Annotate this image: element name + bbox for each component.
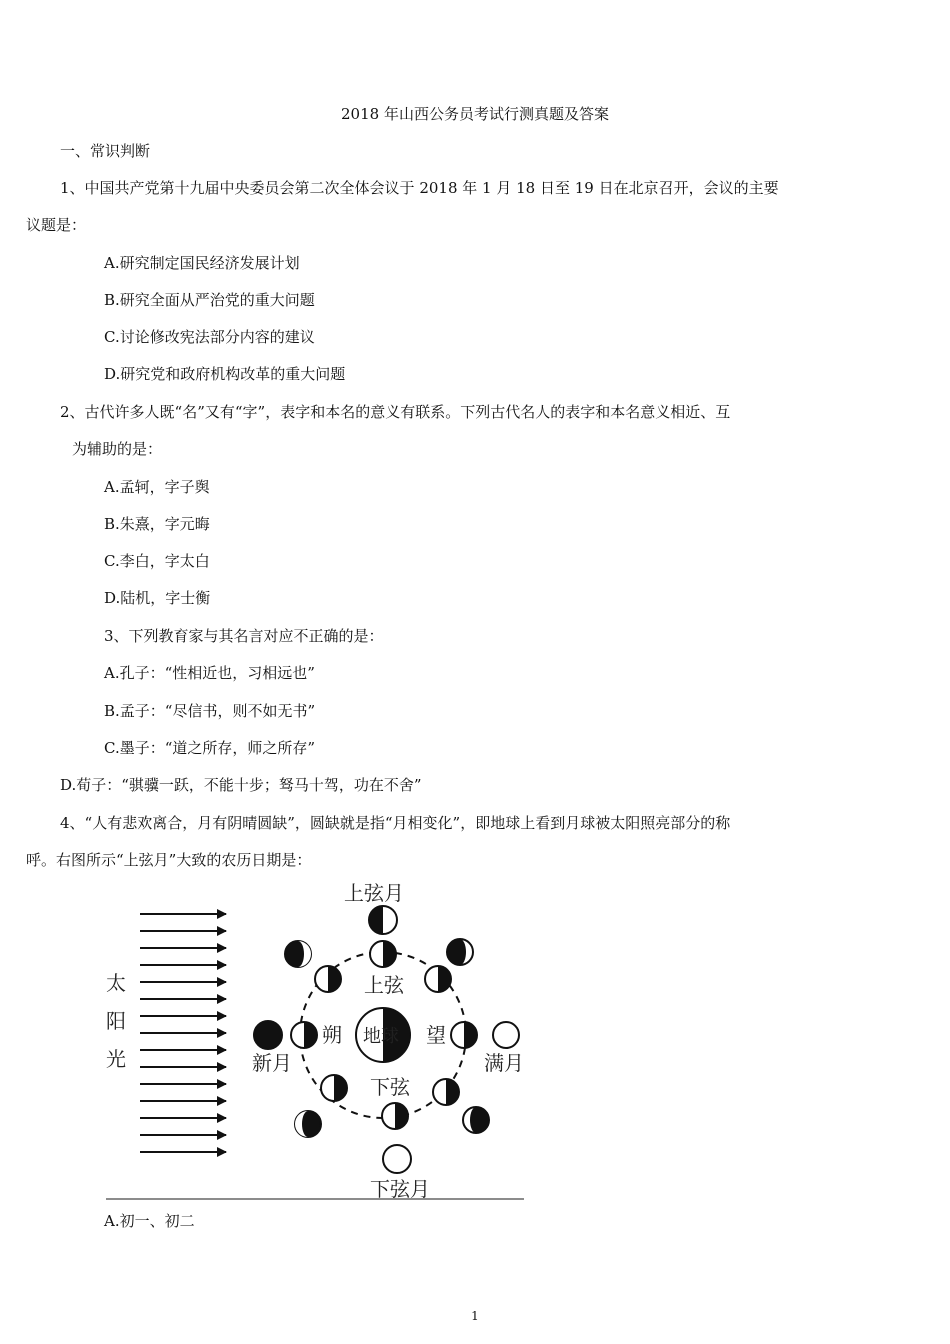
moon-phase-diagram: [104, 880, 526, 1202]
wang-label: 望: [426, 1023, 446, 1047]
moon-orbit-lower-left: [321, 1075, 347, 1101]
q2-option-b: B.朱熹，字元晦: [104, 515, 210, 533]
shangxian-outer-label: 上弦月: [344, 881, 404, 905]
phase-waning-gibbous: [463, 1107, 489, 1133]
shangxian-inner-label: 上弦: [364, 973, 404, 997]
moon-orbit-full: [451, 1022, 477, 1048]
q3-stem: 3、下列教育家与其名言对应不正确的是：: [104, 627, 384, 645]
q2-option-a: A.孟轲，字子舆: [104, 478, 210, 496]
sunlight-arrows: [140, 914, 226, 1152]
q2-option-d: D.陆机，字士衡: [104, 589, 211, 607]
moon-orbit-top: [370, 941, 396, 967]
phase-last-quarter: [383, 1145, 411, 1173]
q1-option-d: D.研究党和政府机构改革的重大问题: [104, 365, 346, 383]
moon-orbit-new: [291, 1022, 317, 1048]
moon-orbit-bottom: [382, 1103, 408, 1129]
q2-stem-line2: 为辅助的是：: [72, 440, 163, 458]
q3-option-b: B.孟子：“尽信书，则不如无书”: [104, 702, 316, 720]
phase-waning-crescent: [295, 1111, 321, 1137]
sun-label-3: 光: [106, 1047, 126, 1071]
document-title: 2018 年山西公务员考试行测真题及答案: [341, 105, 609, 123]
phase-waxing-crescent: [285, 941, 311, 967]
moon-orbit-lower-right: [433, 1079, 459, 1105]
q4-stem-line1: 4、“人有悲欢离合，月有阴晴圆缺”，圆缺就是指“月相变化”，即地球上看到月球被太阳照亮部分的称: [60, 814, 731, 832]
q3-option-d: D.荀子：“骐骥一跃，不能十步；驽马十驾，功在不舍”: [60, 776, 422, 794]
phase-waxing-gibbous: [447, 939, 473, 965]
q4-stem-line2: 呼。右图所示“上弦月”大致的农历日期是：: [26, 851, 312, 869]
q1-stem-line1: 1、中国共产党第十九届中央委员会第二次全体会议于 2018 年 1 月 18 日至 19 日在北京召开，会议的主要: [60, 179, 779, 197]
q1-option-c: C.讨论修改宪法部分内容的建议: [104, 328, 315, 346]
earth-label: 地球: [363, 1026, 399, 1047]
q1-option-a: A.研究制定国民经济发展计划: [104, 254, 300, 272]
q2-stem-line1: 2、古代许多人既“名”又有“字”，表字和本名的意义有联系。下列古代名人的表字和本名意义相近、互: [60, 403, 731, 421]
new-moon-label: 新月: [252, 1051, 292, 1075]
q4-option-a: A.初一、初二: [104, 1212, 195, 1230]
section-heading: 一、常识判断: [60, 142, 151, 160]
moon-orbit-upper-left: [315, 966, 341, 992]
phase-first-quarter: [369, 906, 397, 934]
xiaxian-inner-label: 下弦: [370, 1075, 410, 1099]
phase-full-moon: [493, 1022, 519, 1048]
full-moon-label: 满月: [484, 1051, 524, 1075]
moon-orbit-upper-right: [425, 966, 451, 992]
page-number: 1: [471, 1309, 479, 1323]
q3-option-c: C.墨子：“道之所存，师之所存”: [104, 739, 316, 757]
sun-label-2: 阳: [106, 1009, 126, 1033]
q1-option-b: B.研究全面从严治党的重大问题: [104, 291, 315, 309]
q3-option-a: A.孔子：“性相近也，习相远也”: [104, 664, 315, 682]
q2-option-c: C.李白，字太白: [104, 552, 210, 570]
shuo-label: 朔: [322, 1023, 342, 1047]
sun-label-1: 太: [106, 971, 126, 995]
phase-new-moon: [254, 1021, 282, 1049]
xiaxian-outer-label: 下弦月: [370, 1177, 430, 1201]
q1-stem-line2: 议题是：: [26, 216, 87, 234]
